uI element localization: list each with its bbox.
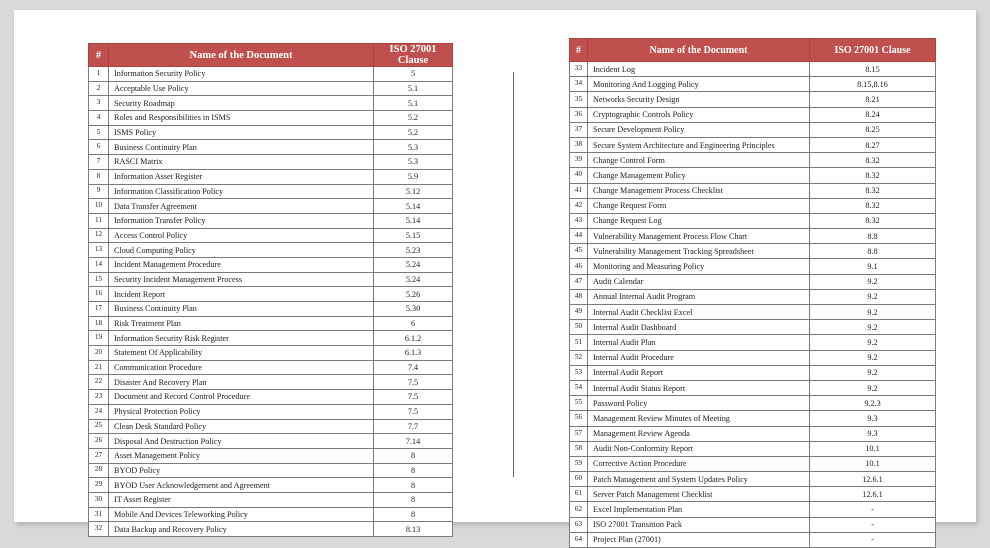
table-row — [570, 183, 936, 198]
row-number: 63 — [570, 517, 588, 532]
table-row — [570, 62, 936, 77]
document-name: Excel Implementation Plan — [588, 502, 810, 517]
document-name: Corrective Action Procedure — [588, 456, 810, 471]
table-row — [570, 259, 936, 274]
row-number: 21 — [89, 360, 109, 375]
iso-clause: 5.14 — [374, 199, 453, 214]
row-number: 3 — [89, 96, 109, 111]
document-name: Incident Log — [588, 62, 810, 77]
iso-clause: 8.32 — [810, 213, 936, 228]
row-number: 18 — [89, 316, 109, 331]
table-row — [570, 502, 936, 517]
document-name: Incident Management Procedure — [109, 257, 374, 272]
table-row — [89, 81, 453, 96]
iso-clause: 7.5 — [374, 375, 453, 390]
row-number: 33 — [570, 62, 588, 77]
document-name: Information Security Policy — [109, 67, 374, 82]
document-name: Change Request Form — [588, 198, 810, 213]
document-table-right — [569, 38, 936, 548]
iso-clause: 9.2 — [810, 274, 936, 289]
iso-clause: 8.25 — [810, 122, 936, 137]
document-name: Security Incident Management Process — [109, 272, 374, 287]
row-number: 44 — [570, 229, 588, 244]
iso-clause: 9.2.3 — [810, 396, 936, 411]
document-name: Audit Calendar — [588, 274, 810, 289]
document-name: Password Policy — [588, 396, 810, 411]
document-name: Internal Audit Checklist Excel — [588, 305, 810, 320]
iso-clause: 5.9 — [374, 169, 453, 184]
table-row — [570, 213, 936, 228]
table-row — [89, 346, 453, 361]
row-number: 29 — [89, 478, 109, 493]
table-row — [89, 272, 453, 287]
row-number: 59 — [570, 456, 588, 471]
iso-clause: 5.3 — [374, 155, 453, 170]
row-number: 30 — [89, 492, 109, 507]
row-number: 53 — [570, 365, 588, 380]
row-number: 45 — [570, 244, 588, 259]
row-number: 8 — [89, 169, 109, 184]
document-name: Internal Audit Plan — [588, 335, 810, 350]
iso-clause: 5.1 — [374, 96, 453, 111]
row-number: 12 — [89, 228, 109, 243]
row-number: 41 — [570, 183, 588, 198]
document-name: Roles and Responsibilities in ISMS — [109, 111, 374, 126]
row-number: 2 — [89, 81, 109, 96]
document-name: Internal Audit Status Report — [588, 380, 810, 395]
table-row — [89, 228, 453, 243]
document-name: Monitoring and Measuring Policy — [588, 259, 810, 274]
table-row — [570, 198, 936, 213]
table-row — [570, 396, 936, 411]
iso-clause: 6.1.2 — [374, 331, 453, 346]
page-divider-line — [513, 72, 514, 477]
iso-clause: 12.6.1 — [810, 487, 936, 502]
table-row — [570, 77, 936, 92]
table-row — [89, 331, 453, 346]
document-name: Access Control Policy — [109, 228, 374, 243]
row-number: 50 — [570, 320, 588, 335]
table-row — [570, 532, 936, 547]
row-number: 16 — [89, 287, 109, 302]
document-name: ISMS Policy — [109, 125, 374, 140]
document-name: Project Plan (27001) — [588, 532, 810, 547]
table-right-header-number: # — [570, 39, 588, 62]
row-number: 10 — [89, 199, 109, 214]
iso-clause: 6.1.3 — [374, 346, 453, 361]
table-row — [570, 229, 936, 244]
table-row — [570, 320, 936, 335]
document-name: RASCI Matrix — [109, 155, 374, 170]
table-row — [89, 316, 453, 331]
row-number: 36 — [570, 107, 588, 122]
row-number: 31 — [89, 507, 109, 522]
document-name: BYOD User Acknowledgement and Agreement — [109, 478, 374, 493]
row-number: 64 — [570, 532, 588, 547]
row-number: 5 — [89, 125, 109, 140]
iso-clause: 8.32 — [810, 153, 936, 168]
row-number: 54 — [570, 380, 588, 395]
table-row — [570, 350, 936, 365]
row-number: 17 — [89, 302, 109, 317]
table-row — [89, 155, 453, 170]
document-name: Disposal And Destruction Policy — [109, 434, 374, 449]
document-name: Data Backup and Recovery Policy — [109, 522, 374, 537]
document-name: Management Review Agenda — [588, 426, 810, 441]
iso-clause: 5.3 — [374, 140, 453, 155]
table-left-body — [89, 67, 453, 537]
document-name: Secure System Architecture and Engineering Principles — [588, 137, 810, 152]
row-number: 38 — [570, 137, 588, 152]
table-row — [89, 184, 453, 199]
iso-clause: 9.3 — [810, 426, 936, 441]
table-row — [89, 404, 453, 419]
document-name: Vulnerability Management Tracking Spreadsheet — [588, 244, 810, 259]
document-name: Server Patch Management Checklist — [588, 487, 810, 502]
document-table-left — [88, 43, 453, 537]
document-name: Change Management Policy — [588, 168, 810, 183]
row-number: 42 — [570, 198, 588, 213]
table-right-header-name: Name of the Document — [588, 39, 810, 62]
row-number: 19 — [89, 331, 109, 346]
document-name: ISO 27001 Transition Pack — [588, 517, 810, 532]
table-row — [570, 411, 936, 426]
iso-clause: 5.15 — [374, 228, 453, 243]
iso-clause: 9.1 — [810, 259, 936, 274]
row-number: 62 — [570, 502, 588, 517]
iso-clause: 5.26 — [374, 287, 453, 302]
document-page-sheet — [14, 10, 976, 545]
table-row — [570, 365, 936, 380]
row-number: 55 — [570, 396, 588, 411]
document-name: Patch Management and System Updates Policy — [588, 472, 810, 487]
table-left-header-row — [89, 44, 453, 67]
iso-clause: 8.8 — [810, 244, 936, 259]
iso-clause: 9.2 — [810, 350, 936, 365]
iso-clause: 10.1 — [810, 456, 936, 471]
iso-clause: 9.2 — [810, 289, 936, 304]
table-left-header-number: # — [89, 44, 109, 67]
document-name: Audit Non-Conformity Report — [588, 441, 810, 456]
table-left-header-clause: ISO 27001 Clause — [374, 44, 453, 67]
document-name: Document and Record Control Procedure — [109, 390, 374, 405]
table-row — [89, 140, 453, 155]
table-row — [89, 243, 453, 258]
row-number: 39 — [570, 153, 588, 168]
row-number: 52 — [570, 350, 588, 365]
row-number: 25 — [89, 419, 109, 434]
row-number: 27 — [89, 448, 109, 463]
table-row — [570, 289, 936, 304]
document-name: Vulnerability Management Process Flow Chart — [588, 229, 810, 244]
row-number: 7 — [89, 155, 109, 170]
table-row — [89, 169, 453, 184]
table-right-header — [570, 39, 936, 62]
document-name: Change Control Form — [588, 153, 810, 168]
row-number: 61 — [570, 487, 588, 502]
iso-clause: 5.14 — [374, 213, 453, 228]
iso-clause: 5.1 — [374, 81, 453, 96]
table-row — [89, 125, 453, 140]
iso-clause: 7.7 — [374, 419, 453, 434]
iso-clause: 9.2 — [810, 380, 936, 395]
iso-clause: 5.24 — [374, 272, 453, 287]
iso-clause: 8 — [374, 492, 453, 507]
row-number: 20 — [89, 346, 109, 361]
table-row — [89, 199, 453, 214]
table-row — [89, 492, 453, 507]
table-right-body — [570, 62, 936, 548]
iso-clause: 8.15 — [810, 62, 936, 77]
iso-clause: 5 — [374, 67, 453, 82]
table-row — [570, 456, 936, 471]
document-name: Statement Of Applicability — [109, 346, 374, 361]
iso-clause: 9.2 — [810, 305, 936, 320]
table-row — [570, 305, 936, 320]
document-name: Cryptographic Controls Policy — [588, 107, 810, 122]
table-left-header — [89, 44, 453, 67]
table-row — [570, 122, 936, 137]
iso-clause: 5.2 — [374, 125, 453, 140]
iso-clause: 7.5 — [374, 404, 453, 419]
iso-clause: 8.21 — [810, 92, 936, 107]
document-name: Disaster And Recovery Plan — [109, 375, 374, 390]
row-number: 40 — [570, 168, 588, 183]
table-row — [89, 375, 453, 390]
iso-clause: 5.24 — [374, 257, 453, 272]
iso-clause: 9.2 — [810, 320, 936, 335]
row-number: 24 — [89, 404, 109, 419]
table-row — [89, 302, 453, 317]
row-number: 34 — [570, 77, 588, 92]
iso-clause: 9.3 — [810, 411, 936, 426]
iso-clause: 8 — [374, 507, 453, 522]
iso-clause: 8.32 — [810, 183, 936, 198]
row-number: 6 — [89, 140, 109, 155]
table-row — [89, 96, 453, 111]
row-number: 11 — [89, 213, 109, 228]
table-row — [89, 257, 453, 272]
document-name: Networks Security Design — [588, 92, 810, 107]
document-name: Management Review Minutes of Meeting — [588, 411, 810, 426]
document-name: IT Asset Register — [109, 492, 374, 507]
document-name: Clean Desk Standard Policy — [109, 419, 374, 434]
iso-clause: 6 — [374, 316, 453, 331]
row-number: 35 — [570, 92, 588, 107]
row-number: 56 — [570, 411, 588, 426]
iso-clause: 8.32 — [810, 198, 936, 213]
table-right-header-row — [570, 39, 936, 62]
iso-clause: 8 — [374, 448, 453, 463]
table-row — [570, 472, 936, 487]
iso-clause: 8 — [374, 478, 453, 493]
table-row — [89, 419, 453, 434]
row-number: 4 — [89, 111, 109, 126]
table-row — [89, 360, 453, 375]
row-number: 51 — [570, 335, 588, 350]
document-name: Internal Audit Procedure — [588, 350, 810, 365]
table-row — [570, 487, 936, 502]
iso-clause: 9.2 — [810, 365, 936, 380]
iso-clause: - — [810, 517, 936, 532]
document-name: Physical Protection Policy — [109, 404, 374, 419]
table-row — [89, 507, 453, 522]
row-number: 60 — [570, 472, 588, 487]
row-number: 37 — [570, 122, 588, 137]
iso-clause: 8.15,8.16 — [810, 77, 936, 92]
iso-clause: 5.23 — [374, 243, 453, 258]
table-row — [89, 287, 453, 302]
document-name: Asset Management Policy — [109, 448, 374, 463]
table-left-header-name: Name of the Document — [109, 44, 374, 67]
row-number: 58 — [570, 441, 588, 456]
document-name: Secure Development Policy — [588, 122, 810, 137]
document-name: Information Transfer Policy — [109, 213, 374, 228]
document-name: Change Management Process Checklist — [588, 183, 810, 198]
table-row — [89, 434, 453, 449]
document-name: Cloud Computing Policy — [109, 243, 374, 258]
iso-clause: 5.2 — [374, 111, 453, 126]
table-row — [570, 107, 936, 122]
row-number: 32 — [89, 522, 109, 537]
iso-clause: 8.27 — [810, 137, 936, 152]
row-number: 49 — [570, 305, 588, 320]
row-number: 9 — [89, 184, 109, 199]
row-number: 46 — [570, 259, 588, 274]
iso-clause: 8 — [374, 463, 453, 478]
table-row — [570, 137, 936, 152]
row-number: 14 — [89, 257, 109, 272]
table-row — [570, 335, 936, 350]
document-name: Business Continuity Plan — [109, 302, 374, 317]
document-name: BYOD Policy — [109, 463, 374, 478]
row-number: 22 — [89, 375, 109, 390]
document-name: Information Classification Policy — [109, 184, 374, 199]
document-name: Risk Treatment Plan — [109, 316, 374, 331]
iso-clause: 5.12 — [374, 184, 453, 199]
row-number: 48 — [570, 289, 588, 304]
table-row — [570, 274, 936, 289]
iso-clause: 12.6.1 — [810, 472, 936, 487]
iso-clause: - — [810, 532, 936, 547]
iso-clause: 8.32 — [810, 168, 936, 183]
table-row — [89, 448, 453, 463]
table-row — [89, 478, 453, 493]
table-row — [570, 426, 936, 441]
document-name: Internal Audit Dashboard — [588, 320, 810, 335]
document-name: Acceptable Use Policy — [109, 81, 374, 96]
iso-clause: - — [810, 502, 936, 517]
document-name: Change Request Log — [588, 213, 810, 228]
iso-clause: 10.1 — [810, 441, 936, 456]
document-name: Mobile And Devices Teleworking Policy — [109, 507, 374, 522]
iso-clause: 8.8 — [810, 229, 936, 244]
document-name: Information Asset Register — [109, 169, 374, 184]
table-row — [89, 390, 453, 405]
document-name: Internal Audit Report — [588, 365, 810, 380]
document-name: Monitoring And Logging Policy — [588, 77, 810, 92]
row-number: 57 — [570, 426, 588, 441]
table-row — [570, 441, 936, 456]
row-number: 28 — [89, 463, 109, 478]
document-name: Information Security Risk Register — [109, 331, 374, 346]
row-number: 47 — [570, 274, 588, 289]
document-name: Communication Procedure — [109, 360, 374, 375]
table-row — [570, 92, 936, 107]
row-number: 43 — [570, 213, 588, 228]
document-name: Security Roadmap — [109, 96, 374, 111]
table-row — [570, 153, 936, 168]
row-number: 1 — [89, 67, 109, 82]
iso-clause: 8.13 — [374, 522, 453, 537]
table-row — [89, 213, 453, 228]
row-number: 26 — [89, 434, 109, 449]
table-row — [570, 168, 936, 183]
row-number: 23 — [89, 390, 109, 405]
document-name: Business Continuity Plan — [109, 140, 374, 155]
table-row — [570, 380, 936, 395]
document-name: Incident Report — [109, 287, 374, 302]
iso-clause: 8.24 — [810, 107, 936, 122]
iso-clause: 5.30 — [374, 302, 453, 317]
row-number: 13 — [89, 243, 109, 258]
table-row — [89, 463, 453, 478]
iso-clause: 9.2 — [810, 335, 936, 350]
table-row — [570, 244, 936, 259]
table-row — [570, 517, 936, 532]
document-name: Annual Internal Audit Program — [588, 289, 810, 304]
document-name: Data Transfer Agreement — [109, 199, 374, 214]
table-right-header-clause: ISO 27001 Clause — [810, 39, 936, 62]
table-row — [89, 522, 453, 537]
iso-clause: 7.4 — [374, 360, 453, 375]
iso-clause: 7.14 — [374, 434, 453, 449]
table-row — [89, 67, 453, 82]
row-number: 15 — [89, 272, 109, 287]
table-row — [89, 111, 453, 126]
iso-clause: 7.5 — [374, 390, 453, 405]
